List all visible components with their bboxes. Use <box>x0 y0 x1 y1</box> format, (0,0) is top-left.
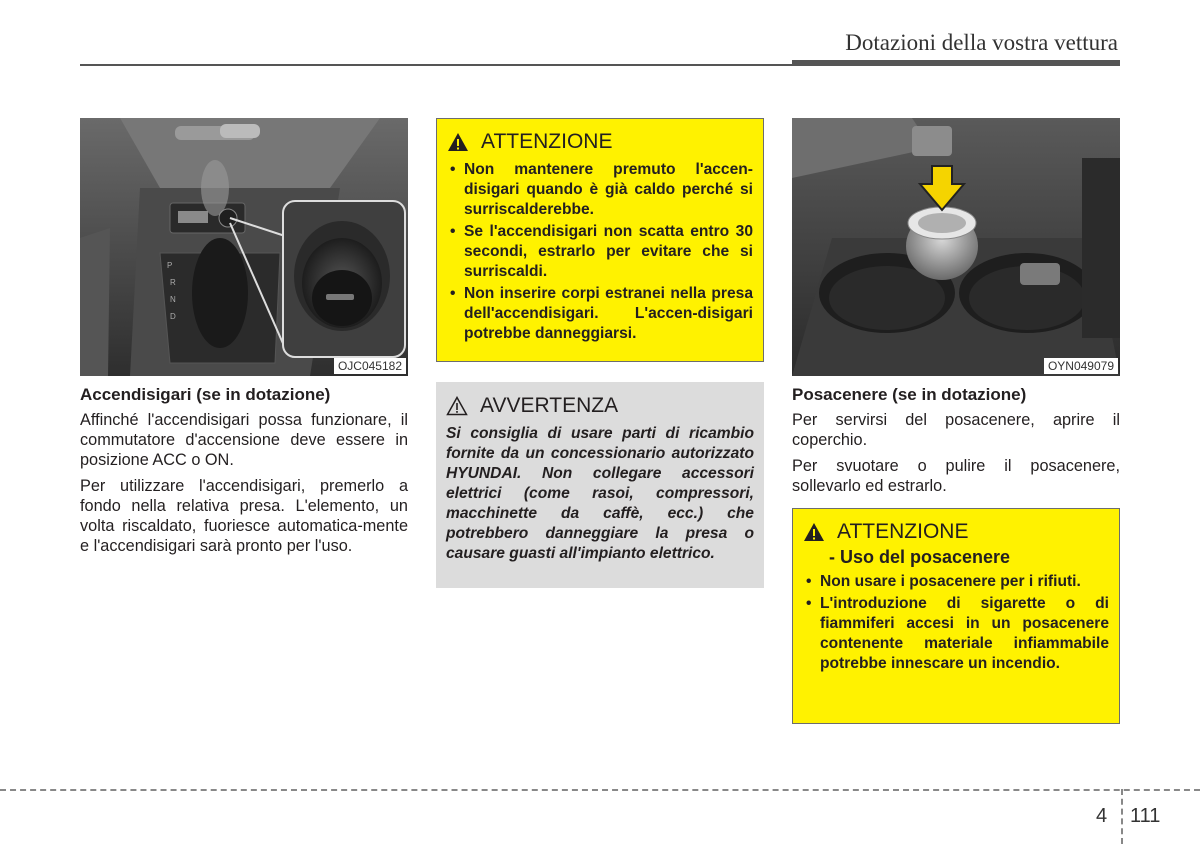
notice-box <box>436 382 764 588</box>
header-rule <box>80 64 792 66</box>
caution-list <box>803 572 1109 674</box>
shifter-letter-n: N <box>170 295 176 304</box>
shifter-letter-d: D <box>170 312 176 321</box>
photo-code: OYN049079 <box>1044 358 1118 374</box>
page-number-separator <box>1121 789 1123 844</box>
body-paragraph: Affinché l'accendisigari possa funzionare, il commutatore d'accensione deve essere in posizione ACC o ON. <box>80 411 408 469</box>
section-title: Accendisigari (se in dotazione) <box>80 385 331 404</box>
warning-triangle-outline-icon <box>446 396 468 416</box>
left-column <box>80 118 408 562</box>
caution-item: • Non inserire corpi estranei nella presa dell'accendisigari. L'accen-disigari potrebbe danneggiarsi. <box>447 284 753 344</box>
header-rule-thick <box>792 60 1120 66</box>
body-paragraph: Per utilizzare l'accendisigari, premerlo a fondo nella relativa presa. L'elemento, un volta riscaldato, fuoriesce automatica-mente e l'accendisigari sarà pronto per l'uso. <box>80 477 408 555</box>
right-column <box>792 118 1120 724</box>
caution-list <box>447 160 753 344</box>
warning-triangle-filled-icon <box>803 522 825 542</box>
ashtray-photo <box>792 118 1120 376</box>
caution-title: ATTENZIONE <box>481 130 613 153</box>
chapter-number: 4 <box>1096 805 1108 827</box>
shifter-letter-r: R <box>170 278 176 287</box>
section-title: Posacenere (se in dotazione) <box>792 385 1027 404</box>
caution-item: • Se l'accendisigari non scatta entro 30 secondi, estrarlo per evitare che si surriscaldi. <box>447 222 753 282</box>
caution-item: • Non usare i posacenere per i rifiuti. <box>803 572 1109 592</box>
notice-title: AVVERTENZA <box>480 394 619 417</box>
shifter-letter-p: P <box>167 261 173 270</box>
notice-text: Si consiglia di usare parti di ricambio fornite da un concessionario autorizzato HYUNDAI. Non collegare accessori elettrici (come rasoi, compressori, macchinette da caffè, ecc.) che potrebbero danneggiare la presa o causare guasti all'impianto elettrico. <box>446 425 754 562</box>
caution-box <box>436 118 764 362</box>
caution-item: • Non mantenere premuto l'accen-disigari quando è già caldo perché si surriscalderebbe. <box>447 160 753 220</box>
cigarette-lighter-photo <box>80 118 408 376</box>
middle-column <box>436 118 764 588</box>
page-header-title: Dotazioni della vostra vettura <box>845 30 1118 55</box>
caution-item: • L'introduzione di sigarette o di fiammiferi accesi in un posacenere contenente materiale infiammabile potrebbe innescare un incendio. <box>803 594 1109 674</box>
caution-heading <box>803 520 1109 544</box>
caution-subtitle: - Uso del posacenere <box>829 547 1011 567</box>
footer-rule <box>0 789 1200 791</box>
page-number: 111 <box>1130 805 1161 827</box>
body-paragraph: Per svuotare o pulire il posacenere, sollevarlo ed estrarlo. <box>792 457 1120 495</box>
notice-heading <box>446 394 754 418</box>
caution-box <box>792 508 1120 724</box>
warning-triangle-filled-icon <box>447 132 469 152</box>
caution-heading <box>447 130 753 154</box>
photo-code: OJC045182 <box>334 358 406 374</box>
caution-title: ATTENZIONE <box>837 520 969 543</box>
body-paragraph: Per servirsi del posacenere, aprire il coperchio. <box>792 411 1120 449</box>
